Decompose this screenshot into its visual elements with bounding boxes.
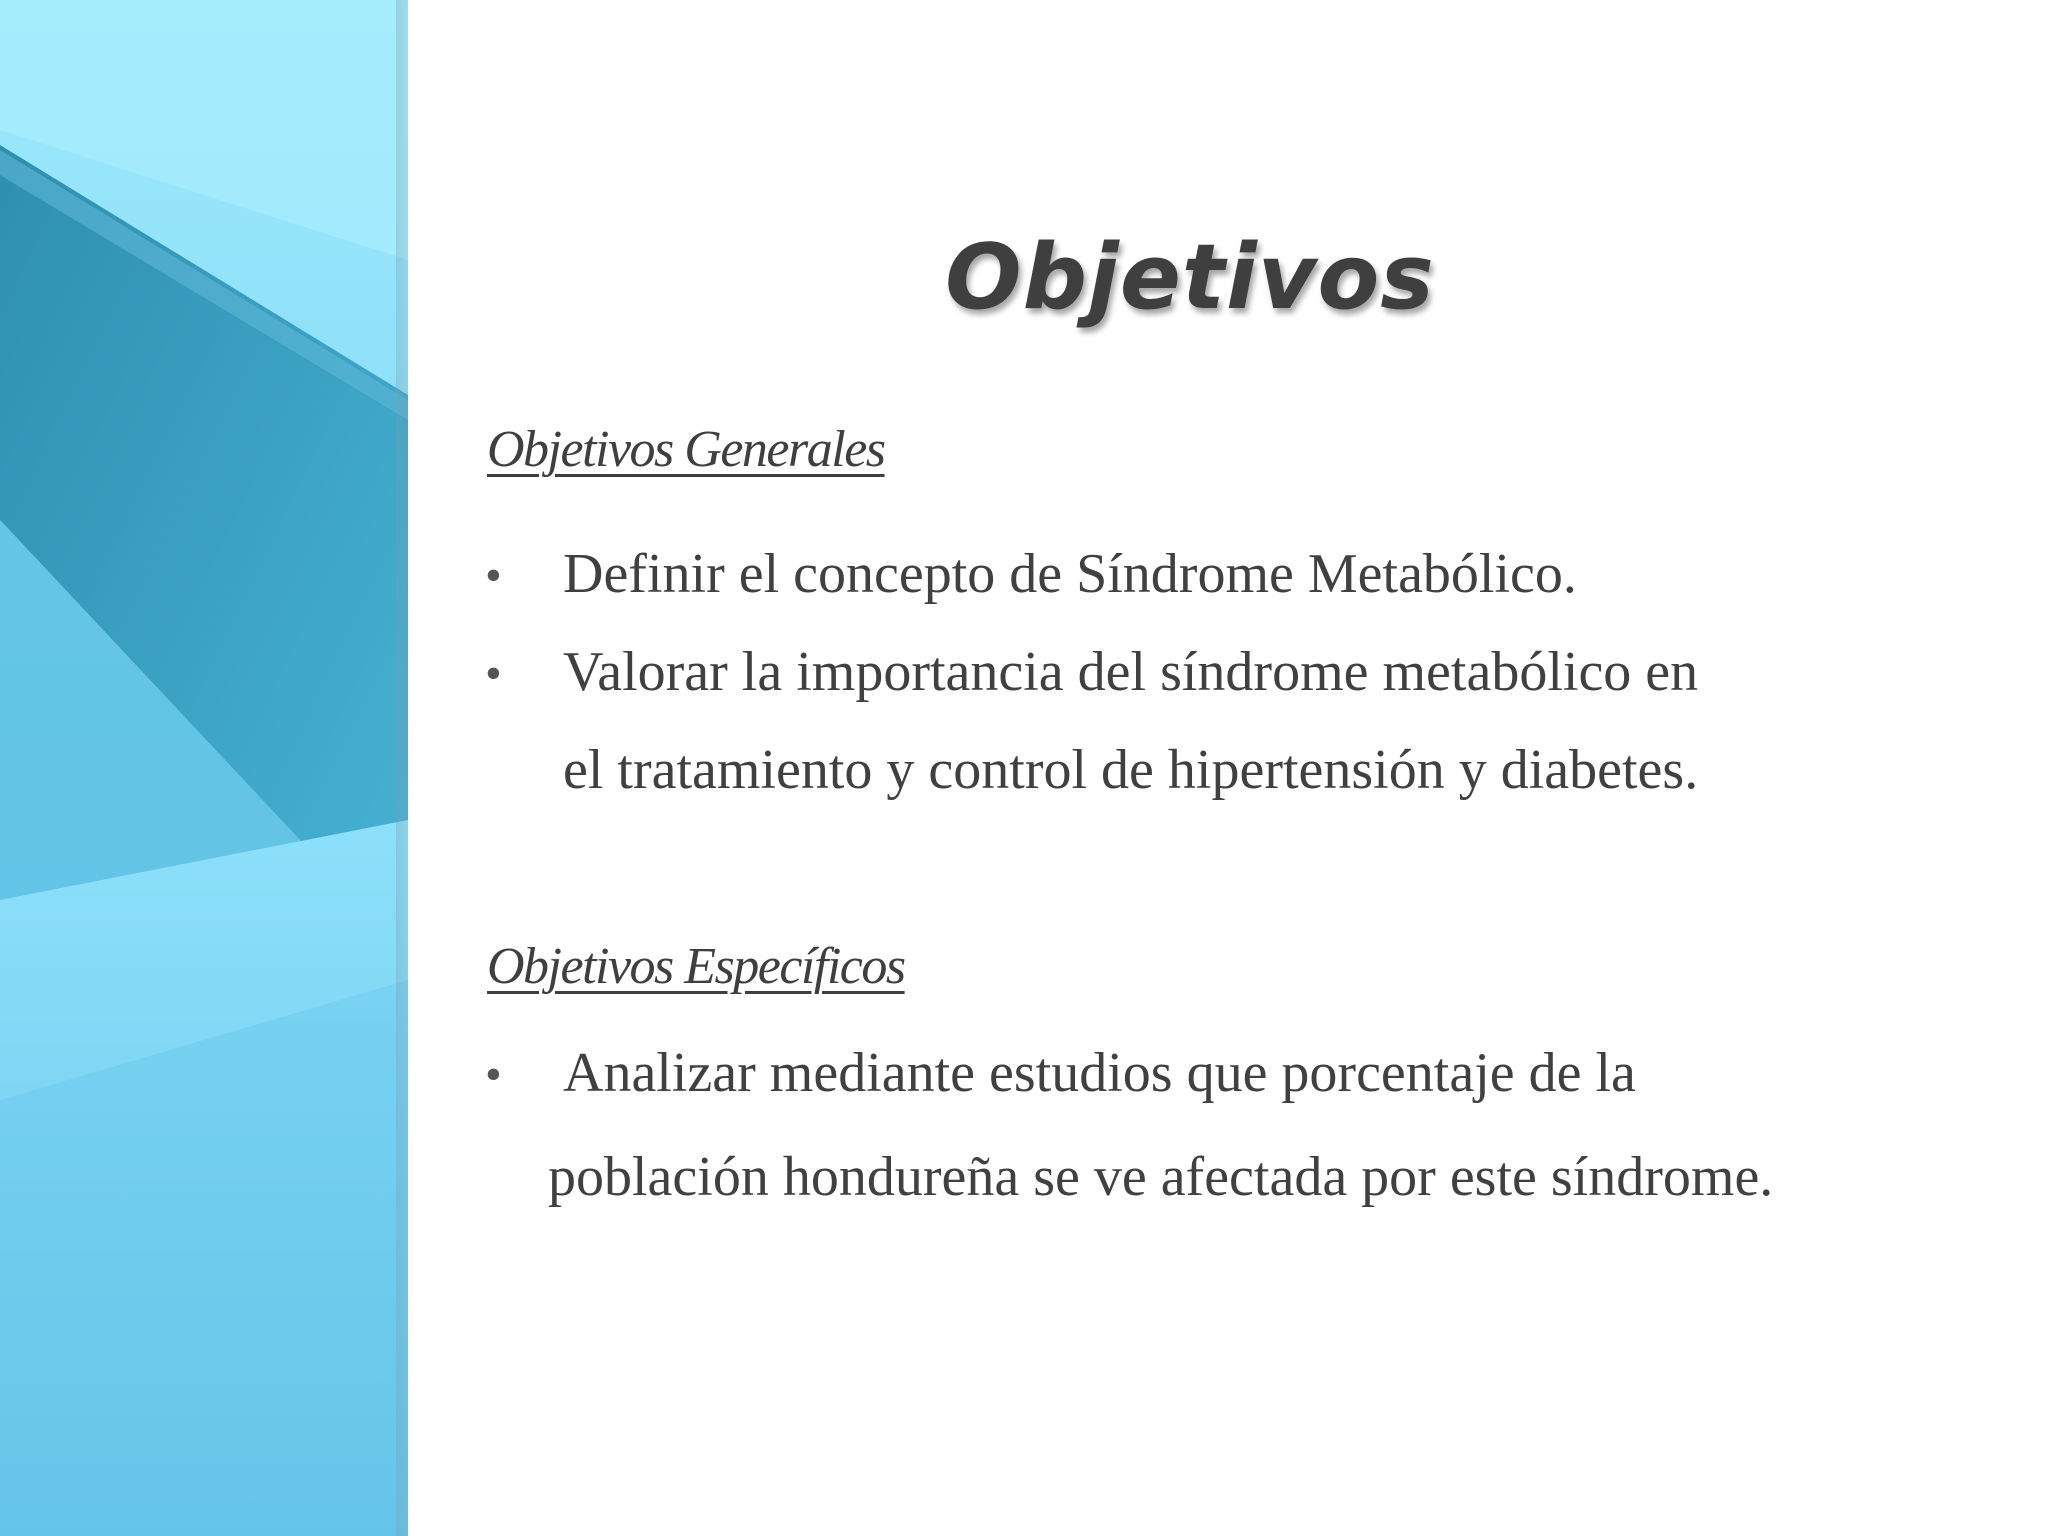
decorative-side-panel (0, 0, 408, 1536)
specific-objectives-heading: Objetivos Específicos (487, 938, 905, 995)
specific-item-1-line-1: Analizar mediante estudios que porcentaje de la (563, 1042, 1636, 1104)
specific-item-1-line-2: población hondureña se ve afectada por este síndrome. (548, 1146, 1774, 1208)
general-item-1: Definir el concepto de Síndrome Metabólico. (563, 543, 1577, 605)
bullet-2: • (485, 647, 502, 700)
background-shapes (0, 0, 408, 1536)
slide-title: Objetivos (945, 225, 1435, 330)
bullet-1: • (485, 549, 502, 602)
general-item-2-line-1: Valorar la importancia del síndrome metabólico en (563, 641, 1699, 703)
general-item-2-line-2: el tratamiento y control de hipertensión y diabetes. (563, 739, 1699, 801)
general-objectives-heading: Objetivos Generales (487, 421, 885, 478)
panel-edge-shadow (396, 0, 408, 1536)
bullet-3: • (485, 1048, 502, 1101)
